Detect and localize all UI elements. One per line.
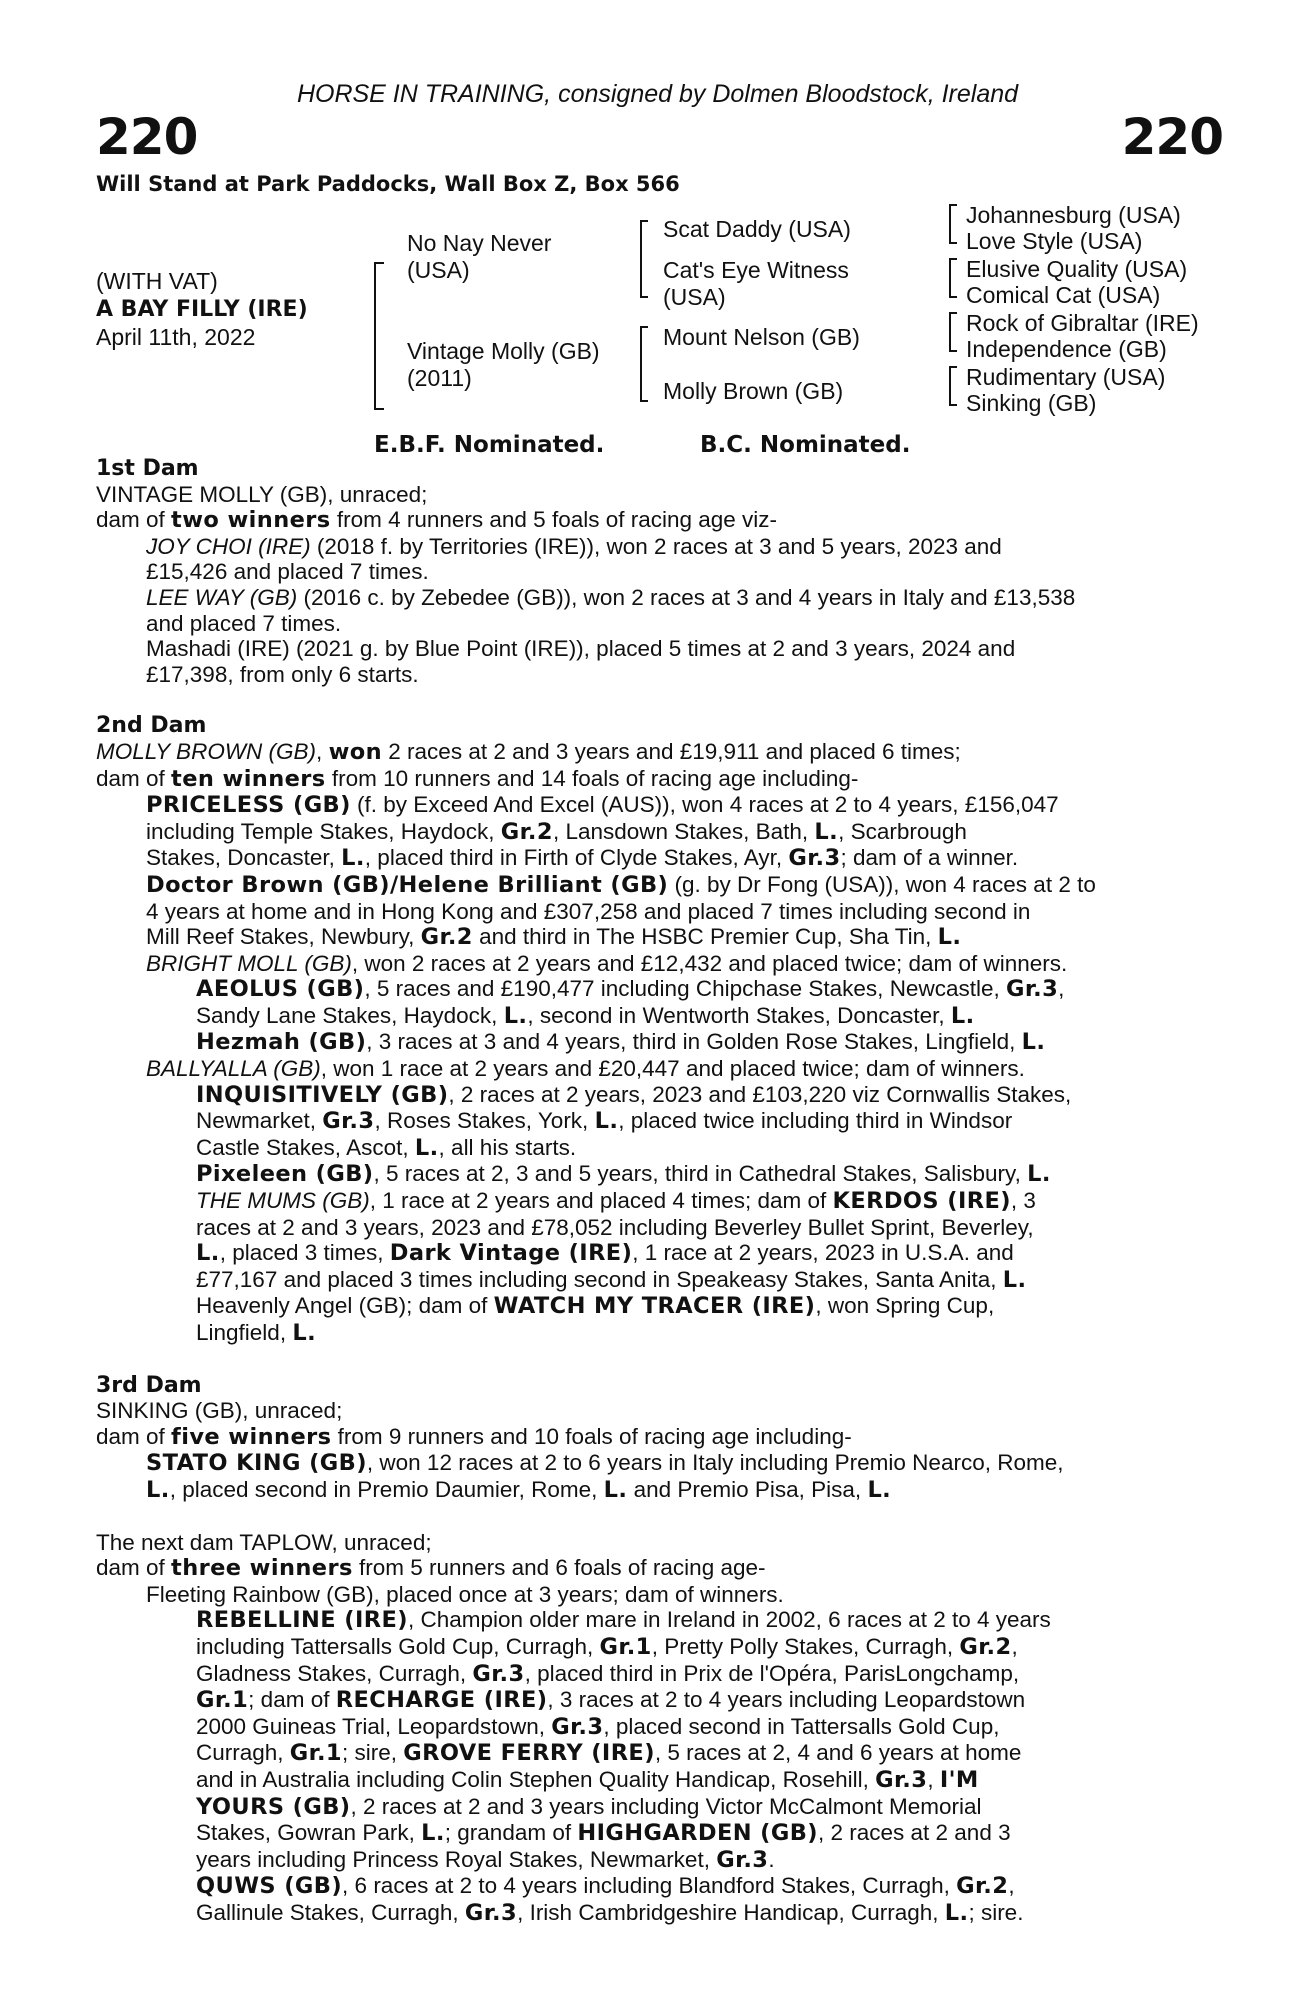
vat-note: (WITH VAT) [96,268,218,294]
second-dam-record: dam of ten winners from 10 runners and 14 foals of racing age including- [96,765,859,792]
lot-number-right: 220 [1121,108,1223,166]
catalogue-body [96,456,1202,1926]
next-dam-line: The next dam TAPLOW, unraced; [96,1529,432,1555]
produce-entry: PRICELESS (GB) (f. by Exceed And Excel (AUS)), won 4 races at 2 to 4 years, £156,047 including Temple Stakes, Haydock, Gr.2, Lansdown Stakes, Bath, L., Scarbrough Stakes, Doncaster, L., placed third in Firth of Clyde Stakes, Ayr, Gr.3; dam of a winner. [146,792,1059,872]
dam-dam: Molly Brown (GB) [663,378,844,404]
third-dam-record: dam of five winners from 9 runners and 10 foals of racing age including- [96,1423,852,1450]
grandproduce-entry: Hezmah (GB), 3 races at 3 and 4 years, third in Golden Rose Stakes, Lingfield, L. [196,1029,1046,1056]
first-dam-record: dam of two winners from 4 runners and 5 foals of racing age viz- [96,507,778,534]
ancestor-5: Rock of Gibraltar (IRE) [966,310,1199,336]
produce-entry: BRIGHT MOLL (GB), won 2 races at 2 years and £12,432 and placed twice; dam of winners. [146,950,1068,976]
ancestor-3: Elusive Quality (USA) [966,256,1188,282]
sire-sire: Scat Daddy (USA) [663,216,851,242]
brace-3a [949,204,957,244]
brace-3b [949,258,957,298]
ancestor-7: Rudimentary (USA) [966,364,1166,390]
foaling-date: April 11th, 2022 [96,324,256,350]
consignor-subtitle: HORSE IN TRAINING, consigned by Dolmen Bloodstock, Ireland [296,80,1019,108]
ancestor-1: Johannesburg (USA) [966,202,1181,228]
grandproduce-entry: Pixeleen (GB), 5 races at 2, 3 and 5 years, third in Cathedral Stakes, Salisbury, L. [196,1161,1051,1188]
produce-entry: JOY CHOI (IRE) (2018 f. by Territories (IRE)), won 2 races at 3 and 5 years, 2023 and £15,426 and placed 7 times. [146,533,1002,585]
produce-entry: Fleeting Rainbow (GB), placed once at 3 years; dam of winners. [146,1581,784,1607]
second-dam-line: MOLLY BROWN (GB), won 2 races at 2 and 3 years and £19,911 and placed 6 times; [96,738,961,765]
produce-entry: Mashadi (IRE) (2021 g. by Blue Point (IRE)), placed 5 times at 2 and 3 years, 2024 and £17,398, from only 6 starts. [146,636,1016,687]
produce-entry: BALLYALLA (GB), won 1 race at 2 years and £20,447 and placed twice; dam of winners. [146,1056,1025,1082]
dam: Vintage Molly (GB) (2011) [407,338,600,391]
grandproduce-entry: AEOLUS (GB), 5 races and £190,477 including Chipchase Stakes, Newcastle, Gr.3, Sandy Lane Stakes, Haydock, L., second in Wentworth Stakes, Doncaster, L. [196,976,1065,1029]
dam-sire: Mount Nelson (GB) [663,324,860,350]
horse-name: A BAY FILLY (IRE) [96,297,308,322]
sire: No Nay Never (USA) [407,230,552,283]
sire-dam: Cat's Eye Witness (USA) [663,257,849,310]
ancestor-6: Independence (GB) [966,336,1167,362]
first-dam-heading: 1st Dam [96,456,199,481]
next-dam-record: dam of three winners from 5 runners and 6 foals of racing age- [96,1555,766,1582]
brace-3d [949,366,957,406]
first-dam-line: VINTAGE MOLLY (GB), unraced; [96,481,428,507]
produce-entry: STATO KING (GB), won 12 races at 2 to 6 years in Italy including Premio Nearco, Rome, L., placed second in Premio Daumier, Rome, L. and Premio Pisa, Pisa, L. [146,1450,1064,1503]
grandproduce-entry: INQUISITIVELY (GB), 2 races at 2 years, 2023 and £103,220 viz Cornwallis Stakes, Newmarket, Gr.3, Roses Stakes, York, L., placed twice including third in Windsor Castle Stakes, Ascot, L., all his starts. [196,1081,1072,1161]
bc-nominated: B.C. Nominated. [700,432,911,458]
grandproduce-entry: REBELLINE (IRE), Champion older mare in Ireland in 2002, 6 races at 2 to 4 years including Tattersalls Gold Cup, Curragh, Gr.1, Pretty Polly Stakes, Curragh, Gr.2, Gladness Stakes, Curragh, Gr.3, placed third in Prix de l'Opéra, ParisLongchamp, Gr.1; dam of RECHARGE (IRE), 3 races at 2 to 4 years including Leopardstown 2000 Guineas Trial, Leopardstown, Gr.3, placed second in Tattersalls Gold Cup, Curragh, Gr.1; sire, GROVE FERRY (IRE), 5 races at 2, 4 and 6 years at home and in Australia including Colin Stephen Quality Handicap, Rosehill, Gr.3, I'M YOURS (GB), 2 races at 2 and 3 years including Victor McCalmont Memorial Stakes, Gowran Park, L.; grandam of HIGHGARDEN (GB), 2 races at 2 and 3 years including Princess Royal Stakes, Newmarket, Gr.3. [196,1607,1051,1873]
produce-entry: LEE WAY (GB) (2016 c. by Zebedee (GB)), won 2 races at 3 and 4 years in Italy and £13,538 and placed 7 times. [146,584,1076,636]
third-dam-line: SINKING (GB), unraced; [96,1398,343,1424]
grandproduce-entry: QUWS (GB), 6 races at 2 to 4 years including Blandford Stakes, Curragh, Gr.2, Gallinule Stakes, Curragh, Gr.3, Irish Cambridgeshire Handicap, Curragh, L.; sire. [196,1873,1024,1926]
ebf-nominated: E.B.F. Nominated. [374,432,605,458]
third-dam-heading: 3rd Dam [96,1372,202,1398]
ancestor-2: Love Style (USA) [966,228,1143,254]
brace-1 [374,262,384,410]
ancestor-4: Comical Cat (USA) [966,282,1161,308]
grandproduce-entry: THE MUMS (GB), 1 race at 2 years and placed 4 times; dam of KERDOS (IRE), 3 races at 2 and 3 years, 2023 and £78,052 including Beverley Bullet Sprint, Beverley, L., placed 3 times, Dark Vintage (IRE), 1 race at 2 years, 2023 in U.S.A. and £77,167 and placed 3 times including second in Speakeasy Stakes, Santa Anita, L. [196,1188,1036,1293]
brace-3c [949,312,957,352]
ancestor-8: Sinking (GB) [966,390,1097,416]
grandproduce-entry: Heavenly Angel (GB); dam of WATCH MY TRACER (IRE), won Spring Cup, Lingfield, L. [196,1293,995,1346]
produce-entry: Doctor Brown (GB)/Helene Brilliant (GB) (g. by Dr Fong (USA)), won 4 races at 2 to 4 years at home and in Hong Kong and £307,258 and placed 7 times including second in Mill Reef Stakes, Newbury, Gr.2 and third in The HSBC Premier Cup, Sha Tin, L. [146,871,1096,951]
brace-2b [640,326,648,402]
brace-2a [640,220,648,298]
second-dam-heading: 2nd Dam [96,713,207,739]
lot-number-left: 220 [96,108,198,166]
stand-location: Will Stand at Park Paddocks, Wall Box Z, Box 566 [96,172,680,196]
